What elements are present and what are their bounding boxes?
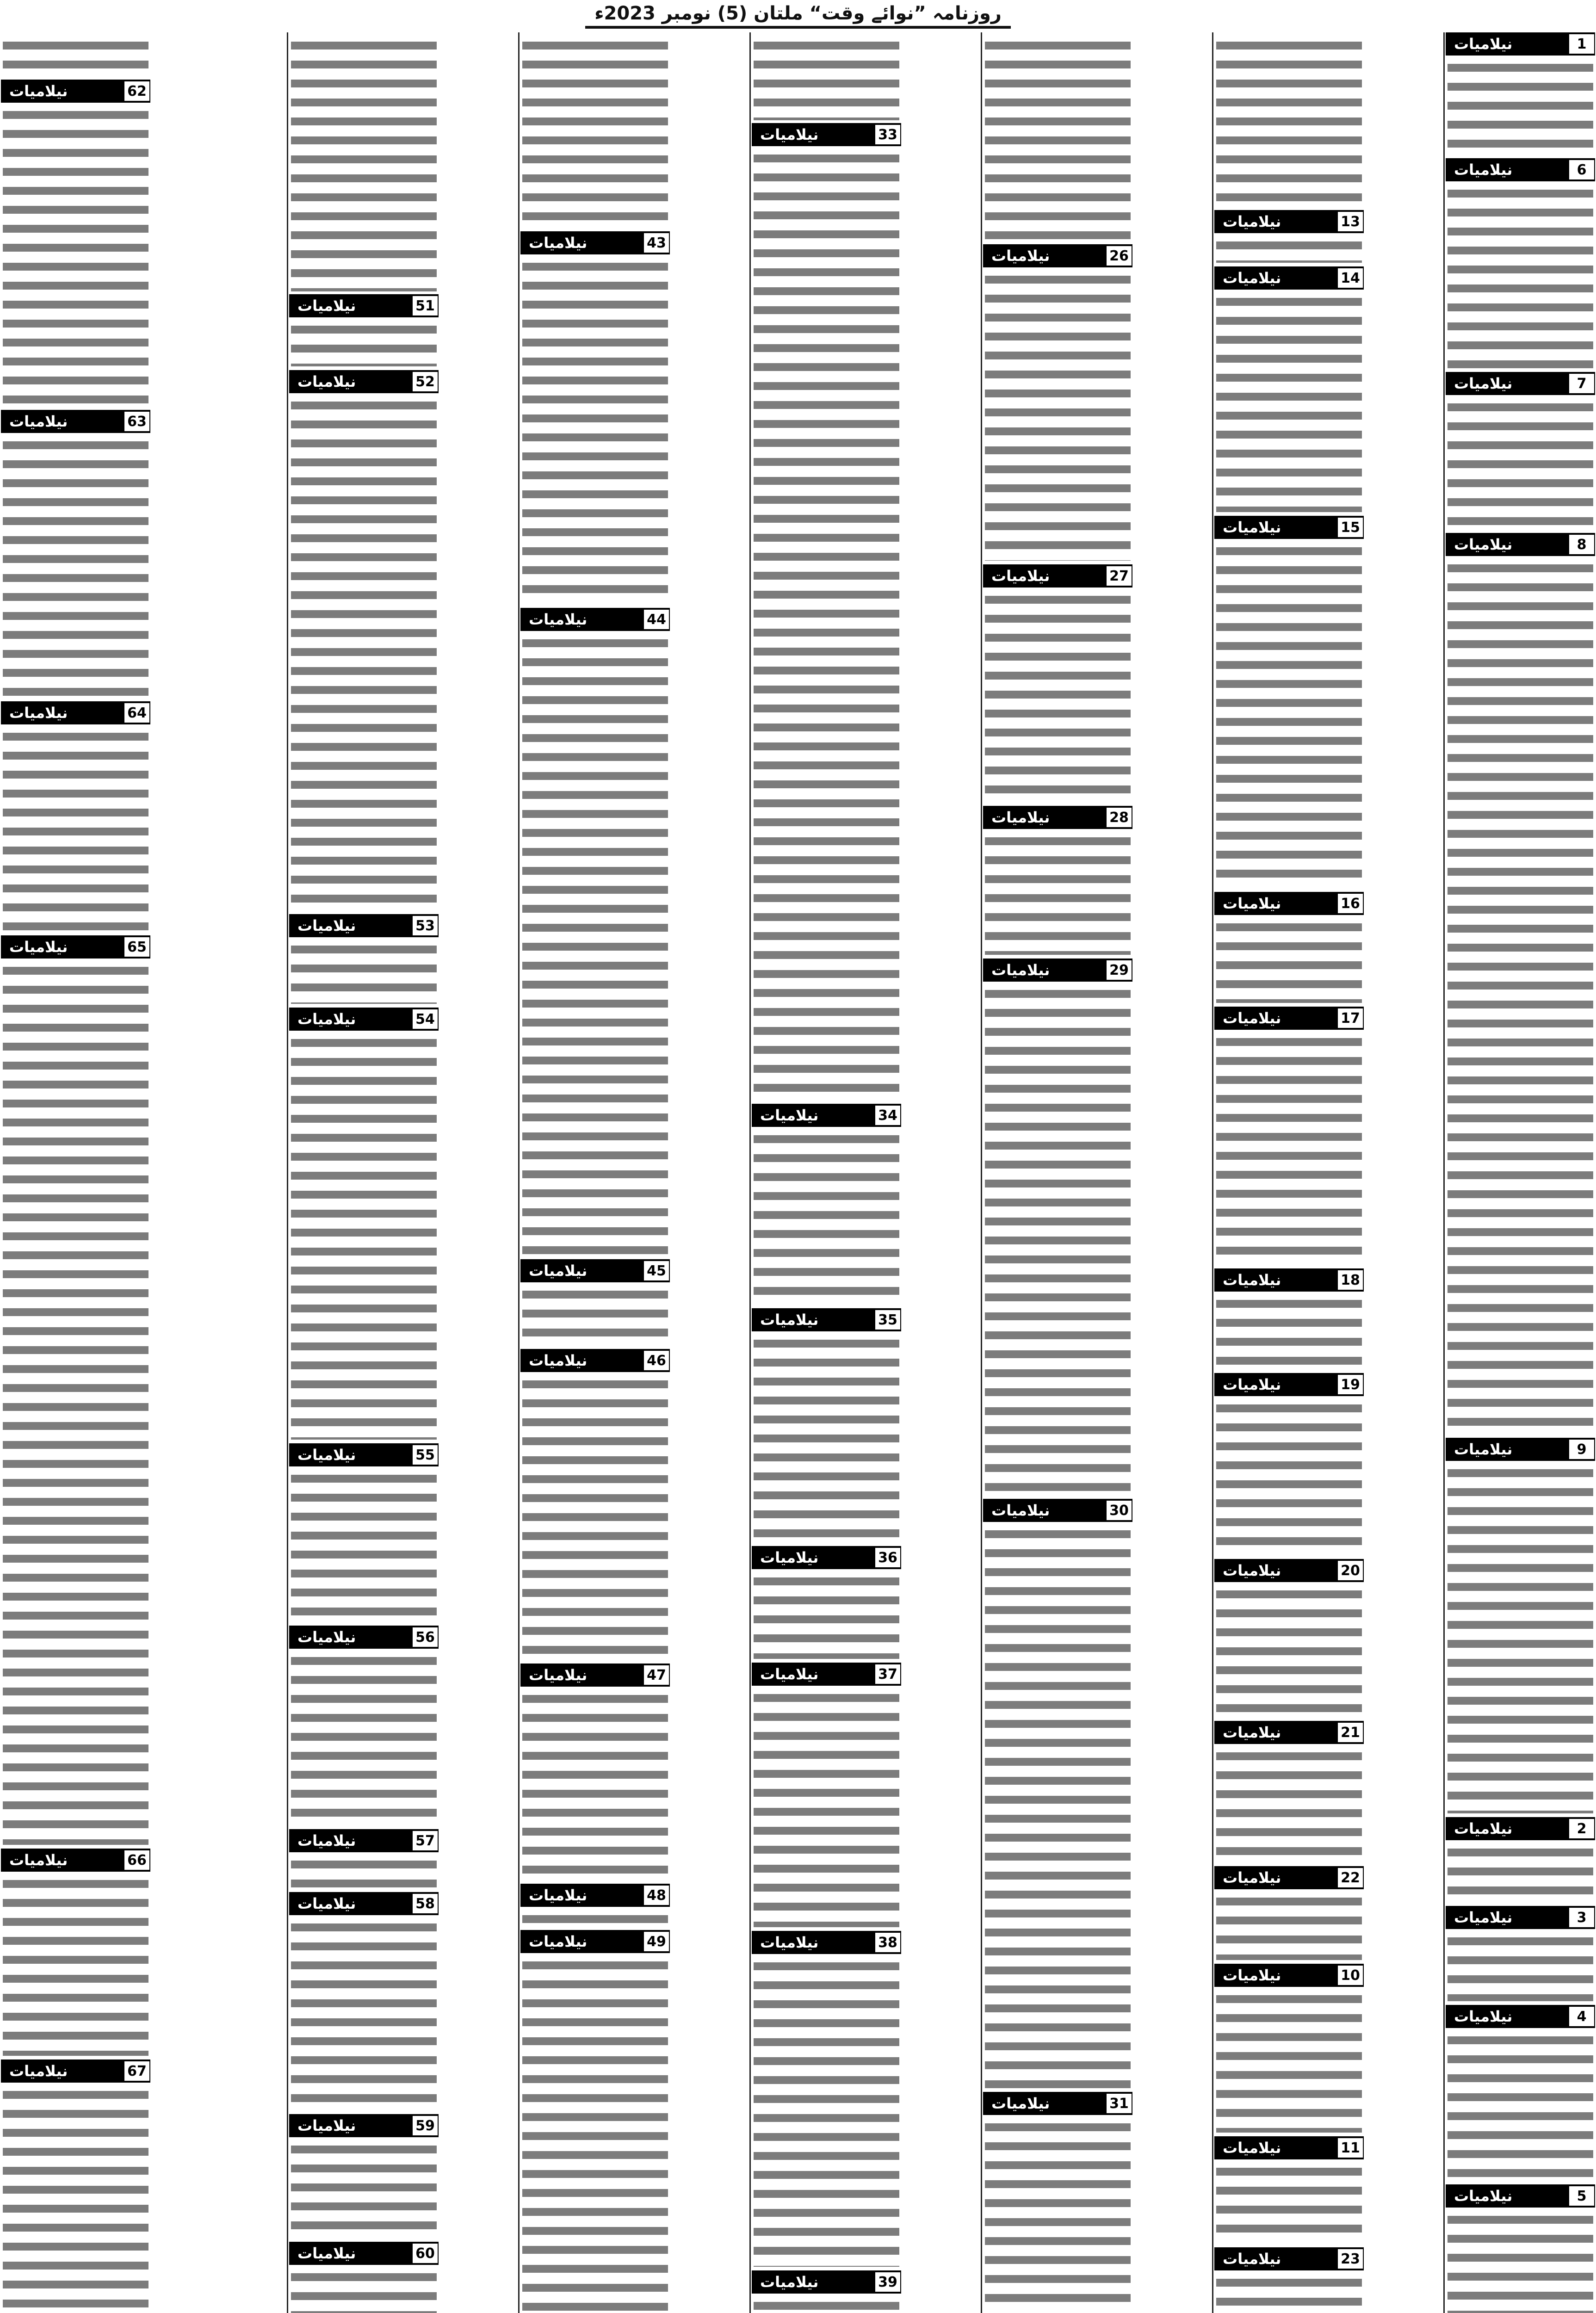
notice-header [289, 1892, 439, 1915]
notice-header [1214, 892, 1364, 915]
notice-label: نیلامیات [991, 1502, 1050, 1519]
notice-label: نیلامیات [1223, 2139, 1281, 2157]
notice-label: نیلامیات [9, 2062, 68, 2080]
notice-body-text [3, 35, 148, 77]
notice-label: نیلامیات [760, 1549, 819, 1566]
notice-body-text [1216, 2272, 1362, 2313]
notice-label: نیلامیات [1223, 1009, 1281, 1027]
notice-label: نیلامیات [760, 2273, 819, 2291]
notice-body-text [522, 1374, 668, 1660]
notice-label: نیلامیات [297, 373, 356, 390]
notice-body-text [1216, 2161, 1362, 2244]
notice-header [1446, 32, 1595, 56]
notice-header [1214, 516, 1364, 539]
notice-header [1214, 2136, 1364, 2159]
notice-body-text [3, 2084, 148, 2313]
notice-number: 4 [1568, 2007, 1594, 2026]
notice-label: نیلامیات [9, 82, 68, 100]
notice-header [520, 1930, 670, 1953]
notice-column [981, 32, 1133, 2313]
notice-label: نیلامیات [1454, 1909, 1513, 1926]
notice-label: نیلامیات [760, 1311, 819, 1329]
notice-header [1, 935, 150, 959]
notice-label: نیلامیات [297, 1010, 356, 1028]
notice-label: نیلامیات [297, 917, 356, 934]
notice-label: نیلامیات [529, 1666, 588, 1684]
notice-number: 59 [412, 2116, 438, 2135]
notice-body-text [1448, 1931, 1593, 2001]
notice-header [752, 1931, 901, 1954]
notice-number: 13 [1337, 212, 1363, 231]
masthead-title: روزنامہ ”نوائے وقت“ ملتان (5) نومبر 2023ء [585, 3, 1011, 29]
notice-number: 55 [412, 1445, 438, 1465]
notice-body-text [3, 105, 148, 406]
notice-body-text [522, 633, 668, 1255]
notice-label: نیلامیات [1223, 213, 1281, 230]
notice-body-text [1448, 558, 1593, 1434]
notice-number: 33 [874, 125, 900, 144]
notice-header [1446, 1906, 1595, 1929]
notice-header [520, 231, 670, 254]
notice-label: نیلامیات [1454, 2187, 1513, 2205]
notice-header [983, 244, 1132, 267]
notice-label: نیلامیات [529, 1933, 588, 1950]
notice-number: 14 [1337, 268, 1363, 288]
notice-number: 60 [412, 2244, 438, 2263]
notice-body-text [754, 2295, 899, 2313]
notice-number: 7 [1568, 374, 1594, 393]
notice-body-text [985, 269, 1131, 561]
notice-body-text [291, 1651, 437, 1825]
notice-number: 34 [874, 1106, 900, 1125]
notice-header [289, 294, 439, 317]
notice-label: نیلامیات [760, 1107, 819, 1124]
notice-number: 9 [1568, 1440, 1594, 1459]
notice-number: 51 [412, 296, 438, 315]
notice-number: 2 [1568, 1819, 1594, 1838]
notice-number: 36 [874, 1548, 900, 1567]
notice-header [289, 370, 439, 393]
notice-number: 49 [643, 1932, 669, 1951]
notice-body-text [985, 1524, 1131, 2088]
notice-number: 8 [1568, 535, 1594, 554]
notice-number: 56 [412, 1627, 438, 1647]
notice-label: نیلامیات [1223, 1562, 1281, 1579]
notice-body-text [3, 1874, 148, 2056]
notice-header [1, 701, 150, 724]
notice-body-text [291, 395, 437, 910]
notice-header [1, 80, 150, 103]
notice-body-text [1216, 541, 1362, 888]
notice-header [1214, 1964, 1364, 1987]
notice-body-text [985, 831, 1131, 955]
notice-body-text [1216, 1746, 1362, 1862]
notice-header [983, 1499, 1132, 1522]
notice-header [1214, 1268, 1364, 1292]
notice-number: 6 [1568, 160, 1594, 179]
notice-header [1446, 533, 1595, 556]
notice-number: 63 [124, 412, 149, 431]
notice-number: 44 [643, 610, 669, 629]
notice-number: 19 [1337, 1375, 1363, 1394]
notice-number: 38 [874, 1933, 900, 1952]
notice-body-text [1216, 1891, 1362, 1960]
notice-number: 66 [124, 1850, 149, 1870]
notice-label: نیلامیات [1223, 269, 1281, 287]
notice-body-text [291, 939, 437, 1004]
notice-body-text [1216, 35, 1362, 207]
notice-number: 10 [1337, 1966, 1363, 1985]
notice-header [289, 2242, 439, 2265]
notice-body-text [754, 1688, 899, 1927]
notice-label: نیلامیات [297, 1628, 356, 1646]
notice-number: 27 [1106, 566, 1132, 586]
notice-number: 11 [1337, 2138, 1363, 2158]
notice-number: 57 [412, 1831, 438, 1850]
notice-number: 62 [124, 81, 149, 101]
notice-label: نیلامیات [529, 1262, 588, 1280]
notice-header [752, 2270, 901, 2294]
notice-body-text [1448, 57, 1593, 155]
notice-label: نیلامیات [1223, 1967, 1281, 1984]
notice-label: نیلامیات [760, 126, 819, 143]
notice-number: 65 [124, 937, 149, 957]
notice-label: نیلامیات [991, 247, 1050, 265]
notice-header [1446, 372, 1595, 395]
notice-label: نیلامیات [9, 413, 68, 430]
notice-body-text [522, 1688, 668, 1880]
notice-header [1214, 1866, 1364, 1889]
notice-label: نیلامیات [1454, 2008, 1513, 2025]
masthead [0, 0, 1596, 30]
notice-body-text [291, 2267, 437, 2313]
notice-number: 67 [124, 2061, 149, 2081]
notice-label: نیلامیات [1454, 375, 1513, 392]
notice-header [1446, 2184, 1595, 2208]
notice-header [1214, 1373, 1364, 1396]
notice-label: نیلامیات [991, 2095, 1050, 2112]
notice-header [1, 2059, 150, 2083]
notice-body-text [754, 1129, 899, 1305]
notice-number: 47 [643, 1665, 669, 1685]
notice-header [289, 1829, 439, 1852]
notice-body-text [522, 1955, 668, 2313]
notice-body-text [754, 1333, 899, 1542]
notice-body-text [985, 589, 1131, 802]
notice-header [520, 1259, 670, 1282]
notice-label: نیلامیات [9, 938, 68, 956]
notice-label: نیلامیات [760, 1665, 819, 1683]
notice-label: نیلامیات [1454, 1441, 1513, 1458]
notice-number: 52 [412, 372, 438, 391]
notice-body-text [985, 35, 1131, 241]
notice-body-text [1448, 2209, 1593, 2313]
notice-number: 18 [1337, 1270, 1363, 1290]
notice-body-text [1216, 1293, 1362, 1369]
notice-header [289, 1443, 439, 1466]
notice-header [520, 1349, 670, 1372]
notice-number: 58 [412, 1894, 438, 1913]
notice-number: 39 [874, 2272, 900, 2292]
notice-label: نیلامیات [297, 1446, 356, 1464]
notice-body-text [522, 35, 668, 229]
notice-body-text [1216, 291, 1362, 512]
notice-number: 35 [874, 1310, 900, 1330]
notice-label: نیلامیات [1223, 2250, 1281, 2268]
notice-column [1212, 32, 1365, 2313]
notice-label: نیلامیات [297, 297, 356, 315]
notice-body-text [3, 726, 148, 932]
notice-body-text [1216, 1584, 1362, 1717]
notice-body-text [291, 1033, 437, 1440]
notice-label: نیلامیات [9, 704, 68, 722]
notice-columns [0, 32, 1596, 2313]
notice-body-text [1216, 1989, 1362, 2133]
notice-body-text [1448, 397, 1593, 529]
notice-body-text [291, 319, 437, 366]
notice-column [1443, 32, 1596, 2313]
notice-label: نیلامیات [297, 2245, 356, 2262]
notice-header [1214, 2247, 1364, 2270]
notice-number: 54 [412, 1009, 438, 1029]
notice-body-text [754, 1956, 899, 2267]
notice-number: 29 [1106, 960, 1132, 980]
notice-body-text [291, 1854, 437, 1888]
notice-body-text [3, 960, 148, 1845]
notice-label: نیلامیات [991, 809, 1050, 826]
notice-header [1446, 1438, 1595, 1461]
notice-number: 5 [1568, 2186, 1594, 2206]
notice-body-text [291, 2139, 437, 2238]
notice-label: نیلامیات [529, 1886, 588, 1904]
notice-number: 23 [1337, 2249, 1363, 2269]
notice-label: نیلامیات [297, 1895, 356, 1912]
notice-label: نیلامیات [1454, 536, 1513, 553]
notice-header [1, 1849, 150, 1872]
notice-label: نیلامیات [1454, 35, 1513, 53]
notice-number: 28 [1106, 808, 1132, 827]
notice-column [518, 32, 671, 2313]
notice-body-text [1216, 917, 1362, 1003]
notice-label: نیلامیات [1223, 1376, 1281, 1393]
notice-column [749, 32, 902, 2313]
notice-number: 31 [1106, 2094, 1132, 2113]
notice-header [289, 1008, 439, 1031]
notice-body-text [1216, 1398, 1362, 1555]
notice-body-text [1448, 1463, 1593, 1813]
notice-header [289, 914, 439, 937]
notice-body-text [522, 1909, 668, 1926]
notice-body-text [754, 148, 899, 1100]
notice-header [1214, 210, 1364, 233]
notice-label: نیلامیات [1223, 1869, 1281, 1886]
notice-body-text [985, 983, 1131, 1495]
notice-header [520, 608, 670, 631]
notice-body-text [291, 35, 437, 291]
notice-label: نیلامیات [1223, 895, 1281, 912]
notice-header [1446, 158, 1595, 181]
notice-label: نیلامیات [991, 567, 1050, 585]
notice-number: 17 [1337, 1008, 1363, 1028]
notice-header [983, 806, 1132, 829]
notice-header [752, 1546, 901, 1569]
notice-body-text [1448, 1842, 1593, 1902]
notice-body-text [1216, 235, 1362, 263]
notice-label: نیلامیات [297, 1832, 356, 1849]
notice-column [287, 32, 439, 2313]
notice-number: 16 [1337, 894, 1363, 913]
notice-body-text [1216, 1032, 1362, 1265]
notice-header [520, 1884, 670, 1907]
notice-header [752, 1104, 901, 1127]
notice-body-text [754, 1571, 899, 1659]
notice-number: 26 [1106, 246, 1132, 266]
notice-label: نیلامیات [1223, 1724, 1281, 1741]
notice-label: نیلامیات [529, 611, 588, 628]
notice-number: 1 [1568, 34, 1594, 54]
notice-header [983, 2092, 1132, 2115]
notice-number: 45 [643, 1261, 669, 1280]
notice-number: 64 [124, 703, 149, 723]
notice-number: 37 [874, 1664, 900, 1684]
notice-number: 20 [1337, 1561, 1363, 1580]
notice-column [0, 32, 151, 2313]
notice-label: نیلامیات [1454, 161, 1513, 179]
notice-number: 30 [1106, 1501, 1132, 1520]
notice-body-text [1448, 183, 1593, 368]
notice-header [1, 410, 150, 433]
notice-label: نیلامیات [1223, 519, 1281, 536]
notice-body-text [291, 1468, 437, 1622]
notice-number: 22 [1337, 1868, 1363, 1887]
notice-number: 46 [643, 1351, 669, 1370]
notice-header [520, 1664, 670, 1687]
notice-body-text [522, 1284, 668, 1345]
notice-label: نیلامیات [1223, 1271, 1281, 1289]
notice-number: 21 [1337, 1723, 1363, 1742]
notice-label: نیلامیات [760, 1934, 819, 1951]
notice-label: نیلامیات [529, 234, 588, 252]
notice-header [1214, 1007, 1364, 1030]
notice-header [1446, 2005, 1595, 2028]
notice-label: نیلامیات [9, 1851, 68, 1869]
notice-header [289, 2114, 439, 2137]
notice-header [752, 123, 901, 146]
notice-header [752, 1663, 901, 1686]
notice-label: نیلامیات [991, 961, 1050, 979]
notice-number: 15 [1337, 518, 1363, 537]
notice-body-text [985, 2117, 1131, 2313]
notice-header [1214, 266, 1364, 290]
notice-body-text [1448, 2030, 1593, 2181]
notice-body-text [3, 435, 148, 698]
notice-header [1446, 1817, 1595, 1840]
notice-label: نیلامیات [529, 1352, 588, 1369]
notice-header [1214, 1559, 1364, 1582]
notice-number: 48 [643, 1886, 669, 1905]
notice-header [289, 1626, 439, 1649]
notice-label: نیلامیات [1454, 1820, 1513, 1837]
notice-header [1214, 1721, 1364, 1744]
notice-number: 43 [643, 233, 669, 253]
notice-header [752, 1308, 901, 1331]
notice-header [983, 564, 1132, 588]
notice-body-text [754, 35, 899, 120]
notice-label: نیلامیات [297, 2117, 356, 2134]
notice-number: 3 [1568, 1908, 1594, 1927]
notice-body-text [291, 1917, 437, 2110]
notice-header [983, 959, 1132, 982]
notice-number: 53 [412, 916, 438, 935]
notice-body-text [522, 256, 668, 604]
